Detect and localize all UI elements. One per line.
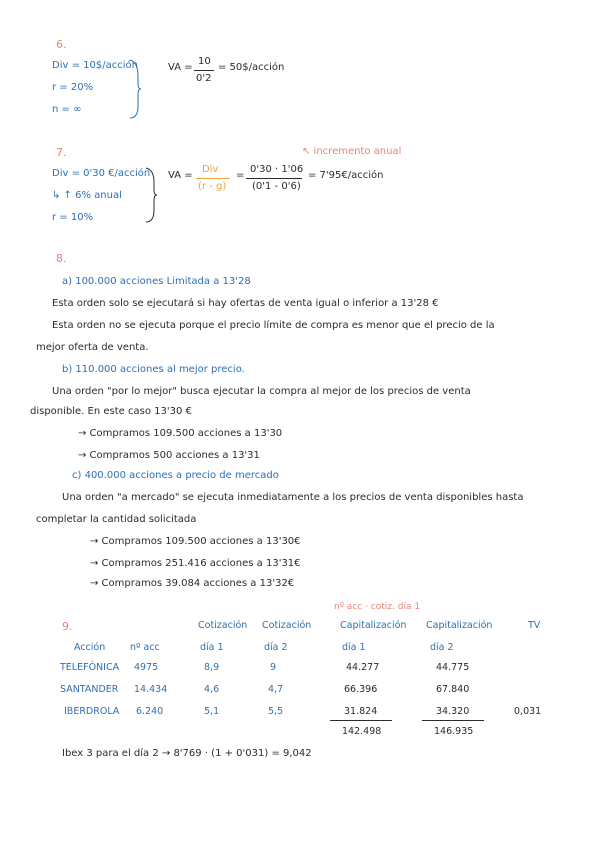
row-0-cap2: 44.775 — [436, 662, 470, 673]
exercise-9-number: 9. — [62, 620, 73, 633]
ex8-b-title: b) 110.000 acciones al mejor precio. — [62, 364, 245, 375]
ex8-a-line2: Esta orden no se ejecuta porque el precio límite de compra es menor que el precio de la — [52, 320, 495, 331]
row-1-cap1: 66.396 — [344, 684, 378, 695]
sum-line-cap2 — [422, 720, 484, 721]
ex7-num-expr: 0'30 · 1'06 — [250, 164, 304, 175]
row-2-tv: 0,031 — [514, 706, 542, 717]
ex8-c-line3: → Compramos 109.500 acciones a 13'30€ — [90, 536, 301, 547]
ex7-r: r = 10% — [52, 212, 94, 223]
row-2-cap2: 34.320 — [436, 706, 470, 717]
exercise-8-number: 8. — [56, 252, 67, 265]
col-header-cot2-a: Cotización — [262, 620, 312, 631]
ex8-c-title: c) 400.000 acciones a precio de mercado — [72, 470, 279, 481]
ex8-c-line4: → Compramos 251.416 acciones a 13'31€ — [90, 558, 301, 569]
row-1-nacc: 14.434 — [134, 684, 168, 695]
ex7-brace — [144, 166, 158, 224]
row-0-cot1: 8,9 — [204, 662, 220, 673]
ex8-c-line5: → Compramos 39.084 acciones a 13'32€ — [90, 578, 295, 589]
ex8-b-line1: Una orden "por lo mejor" busca ejecutar la compra al mejor de los precios de venta — [52, 386, 471, 397]
total-cap1: 142.498 — [342, 726, 382, 737]
row-2-nacc: 6.240 — [136, 706, 164, 717]
ex7-result: = 7'95€/acción — [308, 170, 384, 181]
ex8-a-line1: Esta orden solo se ejecutará si hay ofertas de venta igual o inferior a 13'28 € — [52, 298, 439, 309]
ex6-result: = 50$/acción — [218, 62, 285, 73]
col-header-cap2-a: Capitalización — [426, 620, 493, 631]
ex7-div: Div = 0'30 €/acción — [52, 168, 151, 179]
col-header-accion: Acción — [74, 642, 106, 653]
col-header-cap1-a: Capitalización — [340, 620, 407, 631]
row-1-accion: SANTANDER — [60, 684, 119, 695]
ex7-expr-bar — [246, 178, 302, 179]
row-2-cap1: 31.824 — [344, 706, 378, 717]
ex6-frac-num: 10 — [198, 56, 211, 67]
ex6-va-label: VA = — [168, 62, 193, 73]
ex6-brace — [128, 58, 142, 120]
ex7-den-expr: (0'1 - 0'6) — [252, 181, 301, 192]
total-cap2: 146.935 — [434, 726, 474, 737]
col-header-nacc: nº acc — [130, 642, 160, 653]
ex6-frac-bar — [194, 70, 214, 71]
ex8-a-line3: mejor oferta de venta. — [36, 342, 149, 353]
col-header-cap2-b: día 2 — [430, 642, 454, 653]
row-2-cot2: 5,5 — [268, 706, 284, 717]
ex8-b-line3: → Compramos 109.500 acciones a 13'30 — [78, 428, 283, 439]
row-0-cot2: 9 — [270, 662, 277, 673]
ex7-annotation: ↖ incremento anual — [302, 146, 402, 157]
col-header-cot2-b: día 2 — [264, 642, 288, 653]
ex7-g: ↳ ↑ 6% anual — [52, 190, 122, 201]
row-0-accion: TELEFÓNICA — [60, 662, 120, 673]
sum-line-cap1 — [330, 720, 392, 721]
col-header-cot1-a: Cotización — [198, 620, 248, 631]
col-header-cot1-b: día 1 — [200, 642, 224, 653]
row-1-cot1: 4,6 — [204, 684, 220, 695]
ex7-frac-bar — [196, 178, 230, 179]
col-header-cap1-b: día 1 — [342, 642, 366, 653]
col-header-tv: TV — [528, 620, 541, 631]
ex7-frac-num: Div — [202, 164, 219, 175]
ex7-frac-den: (r - g) — [198, 181, 227, 192]
ex8-c-line2: completar la cantidad solicitada — [36, 514, 197, 525]
row-2-accion: IBERDROLA — [64, 706, 120, 717]
ex9-annotation: nº acc · cotiz. día 1 — [334, 602, 421, 612]
ex6-r: r = 20% — [52, 82, 94, 93]
ex8-a-title: a) 100.000 acciones Limitada a 13'28 — [62, 276, 251, 287]
row-1-cap2: 67.840 — [436, 684, 470, 695]
row-2-cot1: 5,1 — [204, 706, 220, 717]
exercise-6-number: 6. — [56, 38, 67, 51]
ex8-b-line2: disponible. En este caso 13'30 € — [30, 406, 192, 417]
ex7-va-label: VA = — [168, 170, 193, 181]
row-0-nacc: 4975 — [134, 662, 159, 673]
ex6-frac-den: 0'2 — [196, 73, 212, 84]
ex8-c-line1: Una orden "a mercado" se ejecuta inmediatamente a los precios de venta disponibles hasta — [62, 492, 524, 503]
ex6-n: n = ∞ — [52, 104, 82, 115]
exercise-7-number: 7. — [56, 146, 67, 159]
ibex-formula: Ibex 3 para el día 2 → 8'769 · (1 + 0'031) = 9,042 — [62, 748, 312, 759]
row-1-cot2: 4,7 — [268, 684, 284, 695]
ex6-div: Div = 10$/acción — [52, 60, 138, 71]
ex7-eq: = — [236, 170, 245, 181]
row-0-cap1: 44.277 — [346, 662, 380, 673]
ex8-b-line4: → Compramos 500 acciones a 13'31 — [78, 450, 260, 461]
